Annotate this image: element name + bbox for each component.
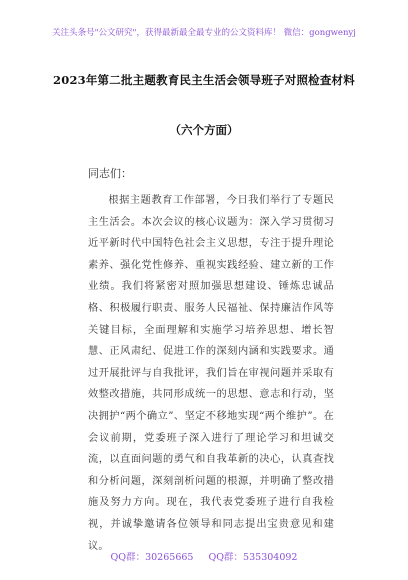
header-promo-note: 关注头条号"公文研究"，获得最新最全最专业的公文资料库！ 微信：gongwenyj [52, 28, 356, 38]
footer-qq-group-2: QQ群：535304092 [208, 552, 298, 563]
footer-qq-groups [0, 549, 408, 563]
footer-qq-group-1: QQ群：30265665 [110, 552, 194, 563]
document-title: 2023年第二批主题教育民主生活会领导班子对照检查材料 [53, 73, 355, 87]
greeting: 同志们： [88, 167, 132, 180]
body-paragraph: 根据主题教育工作部署，今日我们举行了专题民主生活会。本次会议的核心议题为：深入学习贯彻习近平新时代中国特色社会主义思想，专注于提升理论素养、强化党性修养、重视实践经验、建立新的工作业绩。我们将紧密对照加强思想建设、锤炼忠诚品格、积极履行职责、服务人民福祉、保持廉洁作风等关键目标，全面理解和实施学习培养思想、增长智慧、正风肃纪、促进工作的深刻内涵和实践要求。通过开展批评与自我批评，我们旨在审视问题并采取有效整改措施，共同形成统一的思想、意志和行动，坚决拥护“两个确立”、坚定不移地实现“两个维护”。在会议前期，党委班子深入进行了理论学习和坦诚交流，以直面问题的勇气和自我革新的决心，认真查找和分析问题，深刻剖析问题的根源，并明确了整改措施及努力方向。现在，我代表党委班子进行自我检视，并诚挚邀请各位领导和同志提出宝贵意见和建议。 [88, 195, 334, 552]
document-subtitle: （六个方面） [169, 123, 239, 137]
